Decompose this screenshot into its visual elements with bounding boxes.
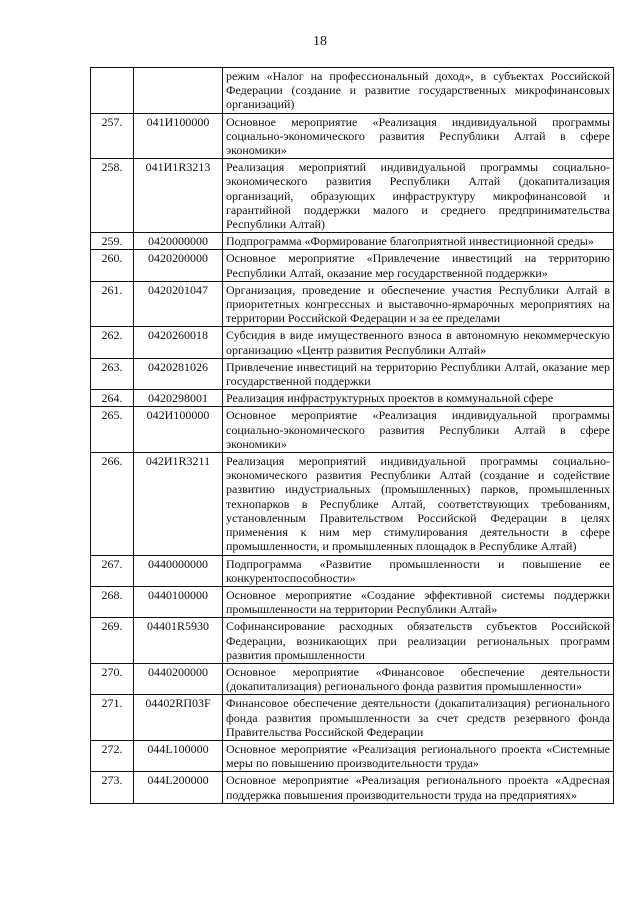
row-number: 267. bbox=[91, 555, 134, 586]
table-row bbox=[91, 327, 614, 358]
table-row bbox=[91, 586, 614, 617]
row-name: Подпрограмма «Развитие промышленности и повышение ее конкурентоспособности» bbox=[223, 555, 614, 586]
row-number: 259. bbox=[91, 233, 134, 250]
row-number: 262. bbox=[91, 327, 134, 358]
table-row bbox=[91, 663, 614, 694]
row-name: Привлечение инвестиций на территорию Республики Алтай, оказание мер государственной поддержки bbox=[223, 358, 614, 389]
table-row bbox=[91, 453, 614, 555]
row-name: Основное мероприятие «Финансовое обеспечение деятельности (докапитализация) регионального фонда развития промышленности» bbox=[223, 663, 614, 694]
row-name: Подпрограмма «Формирование благоприятной инвестиционной среды» bbox=[223, 233, 614, 250]
row-number bbox=[91, 68, 134, 114]
row-number: 270. bbox=[91, 663, 134, 694]
row-number: 271. bbox=[91, 695, 134, 741]
row-code bbox=[134, 68, 223, 114]
row-code: 041И1R3213 bbox=[134, 159, 223, 233]
row-name: Основное мероприятие «Реализация индивидуальной программы социально-экономического развития Республики Алтай в сфере экономики» bbox=[223, 407, 614, 453]
table-row bbox=[91, 250, 614, 281]
row-name: Субсидия в виде имущественного взноса в автономную некоммерческую организацию «Центр развития Республики Алтай» bbox=[223, 327, 614, 358]
row-code: 0440100000 bbox=[134, 586, 223, 617]
row-code: 042И100000 bbox=[134, 407, 223, 453]
row-number: 266. bbox=[91, 453, 134, 555]
page-number: 18 bbox=[313, 34, 327, 49]
row-code: 04402RП03F bbox=[134, 695, 223, 741]
row-code: 04401R5930 bbox=[134, 618, 223, 664]
row-name: Основное мероприятие «Создание эффективной системы поддержки промышленности на территории Республики Алтай» bbox=[223, 586, 614, 617]
row-code: 0420000000 bbox=[134, 233, 223, 250]
row-code: 0420260018 bbox=[134, 327, 223, 358]
table-row bbox=[91, 113, 614, 159]
row-name: режим «Налог на профессиональный доход», в субъектах Российской Федерации (создание и развитие государственных микрофинансовых организаций) bbox=[223, 68, 614, 114]
row-number: 260. bbox=[91, 250, 134, 281]
row-code: 0420298001 bbox=[134, 390, 223, 407]
table-row bbox=[91, 358, 614, 389]
table-row bbox=[91, 390, 614, 407]
row-code: 0420200000 bbox=[134, 250, 223, 281]
row-name: Финансовое обеспечение деятельности (докапитализация) регионального фонда развития промышленности за счет средств резервного фонда Правительства Российской Федерации bbox=[223, 695, 614, 741]
row-number: 269. bbox=[91, 618, 134, 664]
row-number: 258. bbox=[91, 159, 134, 233]
row-name: Основное мероприятие «Реализация регионального проекта «Адресная поддержка повышения производительности труда на предприятиях» bbox=[223, 772, 614, 803]
row-name: Реализация мероприятий индивидуальной программы социально-экономического развития Республики Алтай (создание и содействие развитию индустриальных (промышленных) парков, промышленных технопарков в Республике Алтай, соответствующих требованиям, установленным Правительством Российской Федерации в целях применения к ним мер стимулирования деятельности в сфере промышленности, и промышленных площадок в Республике Алтай) bbox=[223, 453, 614, 555]
row-code: 044L200000 bbox=[134, 772, 223, 803]
codes-table bbox=[90, 67, 614, 804]
row-name: Реализация мероприятий индивидуальной программы социально-экономического развития Республики Алтай (докапитализация организаций, образующих инфраструктуру микрофинансовой и гарантийной поддержки малого и среднего предпринимательства Республики Алтай) bbox=[223, 159, 614, 233]
row-name: Основное мероприятие «Реализация индивидуальной программы социально-экономического развития Республики Алтай в сфере экономики» bbox=[223, 113, 614, 159]
row-code: 041И100000 bbox=[134, 113, 223, 159]
table-row bbox=[91, 555, 614, 586]
row-number: 264. bbox=[91, 390, 134, 407]
row-name: Организация, проведение и обеспечение участия Республики Алтай в приоритетных конгрессных и выставочно-ярмарочных мероприятиях на территории Российской Федерации и за ее пределами bbox=[223, 281, 614, 327]
row-code: 0420201047 bbox=[134, 281, 223, 327]
row-number: 261. bbox=[91, 281, 134, 327]
table-row bbox=[91, 233, 614, 250]
row-number: 263. bbox=[91, 358, 134, 389]
row-number: 273. bbox=[91, 772, 134, 803]
row-code: 0440200000 bbox=[134, 663, 223, 694]
row-code: 044L100000 bbox=[134, 740, 223, 771]
table-row bbox=[91, 772, 614, 803]
table-row bbox=[91, 740, 614, 771]
row-number: 265. bbox=[91, 407, 134, 453]
table-row bbox=[91, 407, 614, 453]
table-row bbox=[91, 68, 614, 114]
row-code: 0440000000 bbox=[134, 555, 223, 586]
row-code: 0420281026 bbox=[134, 358, 223, 389]
row-name: Основное мероприятие «Привлечение инвестиций на территорию Республики Алтай, оказание мер государственной поддержки» bbox=[223, 250, 614, 281]
row-name: Основное мероприятие «Реализация регионального проекта «Системные меры по повышению производительности труда» bbox=[223, 740, 614, 771]
row-name: Софинансирование расходных обязательств субъектов Российской Федерации, возникающих при реализации региональных программ развития промышленности bbox=[223, 618, 614, 664]
row-number: 257. bbox=[91, 113, 134, 159]
row-number: 272. bbox=[91, 740, 134, 771]
table-row bbox=[91, 695, 614, 741]
table-row bbox=[91, 159, 614, 233]
row-code: 042И1R3211 bbox=[134, 453, 223, 555]
row-number: 268. bbox=[91, 586, 134, 617]
table-row bbox=[91, 618, 614, 664]
row-name: Реализация инфраструктурных проектов в коммунальной сфере bbox=[223, 390, 614, 407]
table-row bbox=[91, 281, 614, 327]
